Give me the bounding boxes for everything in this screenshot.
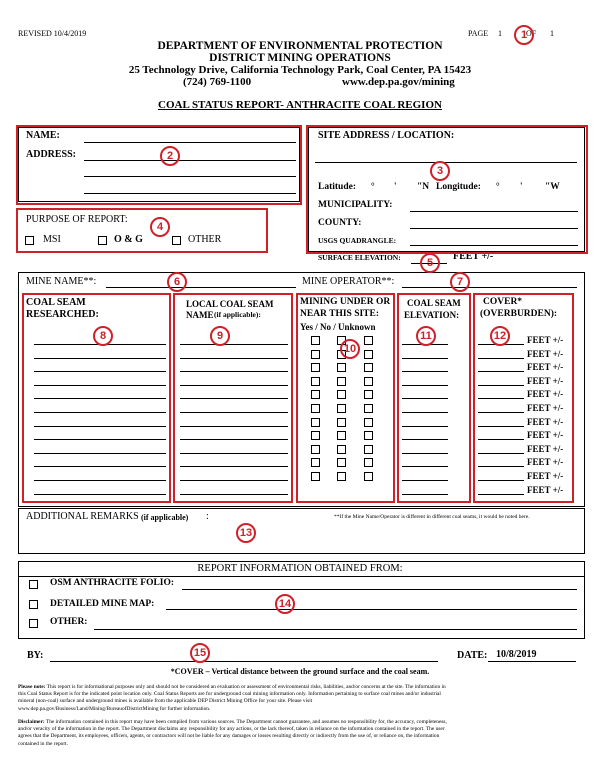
cover-definition: *COVER – Vertical distance between the ground surface and the coal seam. xyxy=(170,667,430,676)
quadrangle-label: USGS QUADRANGLE: xyxy=(318,236,397,245)
annotation-marker-5: 5 xyxy=(420,253,440,273)
please-note-line-1: This report is for informational purposes only and should not be considered an evaluation or assessment of environmental risks, liabilities, and/or concerns at the site. The information in xyxy=(46,684,446,690)
local-seam-header: LOCAL COAL SEAM xyxy=(186,299,274,309)
please-note-line-4: www.dep.pa.gov/Business/Land/Mining/BureauofDistrictMining for further information. xyxy=(18,705,211,712)
annotation-marker-1: 1 xyxy=(514,25,534,45)
cover-feet-unit: FEET +/- xyxy=(527,417,564,427)
annotation-marker-14: 14 xyxy=(275,594,295,614)
disclaimer-line-4: contained in the report. xyxy=(18,740,68,747)
mining-header: MINING UNDER OR xyxy=(300,297,391,307)
please-note-label: Please note: xyxy=(18,684,46,690)
osm-folio-line[interactable] xyxy=(182,589,577,590)
office-website: www.dep.pa.gov/mining xyxy=(342,76,455,88)
cover-feet-unit: FEET +/- xyxy=(527,389,564,399)
annotation-marker-2: 2 xyxy=(160,146,180,166)
coal-seam-header-2: RESEARCHED: xyxy=(26,309,99,320)
report-info-title: REPORT INFORMATION OBTAINED FROM: xyxy=(197,563,403,574)
disclaimer-line-1: The information contained in this report may have been compiled from various sources. The Department cannot guarantee, and assumes no responsibility for, the accuracy, completeness, xyxy=(45,719,447,725)
disclaimer-label: Disclaimer: xyxy=(18,719,45,725)
office-title: DISTRICT MINING OPERATIONS xyxy=(209,52,391,64)
please-note-line-2: this Coal Status Report is for the indicated point location only. Coal Status Reports are for underground coal mining information only. Information pertaining to surface coal mines and/or industrial xyxy=(18,691,441,698)
detailed-map-line[interactable] xyxy=(166,609,577,610)
other-source-checkbox[interactable] xyxy=(29,619,38,628)
site-location-label: SITE ADDRESS / LOCATION: xyxy=(318,130,455,141)
other-source-label: OTHER: xyxy=(50,617,88,627)
annotation-marker-13: 13 xyxy=(236,523,256,543)
annotation-marker-12: 12 xyxy=(490,326,510,346)
annotation-marker-7: 7 xyxy=(450,272,470,292)
cover-feet-unit: FEET +/- xyxy=(527,403,564,413)
cover-feet-unit: FEET +/- xyxy=(527,457,564,467)
longitude-degree-symbol: ° xyxy=(496,181,500,191)
remarks-footnote: **If the Mine Name/Operator is different in different coal seams, it would be noted here. xyxy=(334,514,530,520)
longitude-second-symbol: "W xyxy=(545,182,560,192)
annotation-box-applicant xyxy=(16,125,302,205)
date-label: DATE: xyxy=(457,650,488,661)
disclaimer-block xyxy=(18,719,588,748)
cover-feet-unit: FEET +/- xyxy=(527,444,564,454)
cover-feet-unit: FEET +/- xyxy=(527,430,564,440)
disclaimer-line-2: and/or veracity of the information in the report. The Department disclaims any responsibility for any actions, or the lack thereof, taken in reliance on the information contained in the report. The user xyxy=(18,726,445,733)
annotation-box-cover xyxy=(473,293,574,503)
latitude-label: Latitude: xyxy=(318,182,356,192)
annotation-marker-4: 4 xyxy=(150,217,170,237)
date-line xyxy=(488,661,576,662)
name-label: NAME: xyxy=(26,130,60,141)
surface-elevation-label: SURFACE ELEVATION: xyxy=(318,253,401,262)
page-total: 1 xyxy=(550,29,554,38)
cover-feet-unit: FEET +/- xyxy=(527,335,564,345)
cover-feet-unit: FEET +/- xyxy=(527,362,564,372)
seam-elevation-header: COAL SEAM xyxy=(407,298,461,308)
local-seam-header-2: NAME xyxy=(186,310,214,320)
of-label: OF xyxy=(526,29,537,38)
annotation-marker-9: 9 xyxy=(210,326,230,346)
annotation-box-site xyxy=(306,125,588,254)
annotation-marker-8: 8 xyxy=(93,326,113,346)
coal-seam-header: COAL SEAM xyxy=(26,297,86,308)
other-source-line[interactable] xyxy=(94,629,577,630)
purpose-msi-label: MSI xyxy=(43,234,61,245)
department-title: DEPARTMENT OF ENVIRONMENTAL PROTECTION xyxy=(157,40,443,52)
by-line[interactable] xyxy=(50,661,438,662)
purpose-other-label: OTHER xyxy=(188,234,222,245)
seam-elevation-header-2: ELEVATION: xyxy=(404,310,460,320)
please-note-line-3: mineral (non-coal) surface and underground mines is available from the applicable DEP District Mining Office for your site. Please visit xyxy=(18,698,313,705)
mine-name-label: MINE NAME**: xyxy=(26,276,97,287)
annotation-box-local-name xyxy=(173,293,293,503)
osm-folio-checkbox[interactable] xyxy=(29,580,38,589)
municipality-label: MUNICIPALITY: xyxy=(318,200,393,210)
remarks-label-note: (if applicable) xyxy=(141,513,189,522)
please-note-block xyxy=(18,684,588,713)
mining-header-2: NEAR THIS SITE: xyxy=(300,309,380,319)
mine-name-line[interactable] xyxy=(106,287,296,288)
latitude-minute-symbol: ' xyxy=(394,181,397,191)
latitude-degree-symbol: ° xyxy=(371,181,375,191)
remarks-label: ADDITIONAL REMARKS xyxy=(26,511,139,522)
page-number: 1 xyxy=(498,29,502,38)
remarks-colon: : xyxy=(206,511,209,522)
annotation-marker-10: 10 xyxy=(340,339,360,359)
annotation-marker-6: 6 xyxy=(167,272,187,292)
office-phone: (724) 769-1100 xyxy=(183,76,252,88)
cover-feet-unit: FEET +/- xyxy=(527,349,564,359)
longitude-label: Longitude: xyxy=(436,182,481,192)
cover-feet-unit: FEET +/- xyxy=(527,485,564,495)
detailed-map-label: DETAILED MINE MAP: xyxy=(50,599,155,609)
office-address: 25 Technology Drive, California Technology Park, Coal Center, PA 15423 xyxy=(128,64,472,76)
annotation-marker-15: 15 xyxy=(190,643,210,663)
mining-yes-no-unknown: Yes / No / Unknown xyxy=(300,322,376,332)
annotation-marker-11: 11 xyxy=(416,326,436,346)
detailed-map-checkbox[interactable] xyxy=(29,600,38,609)
report-title: COAL STATUS REPORT- ANTHRACITE COAL REGION xyxy=(158,99,442,111)
purpose-label: PURPOSE OF REPORT: xyxy=(26,214,128,225)
cover-feet-unit: FEET +/- xyxy=(527,471,564,481)
annotation-box-mining xyxy=(296,293,395,503)
disclaimer-line-3: agrees that the Department, its employees, officers, agents, or contractors will not be liable for any damages or losses resulting directly or indirectly from the use of, or reliance on, the information xyxy=(18,733,440,740)
page-label: PAGE xyxy=(468,29,489,38)
by-label: BY: xyxy=(27,650,44,661)
annotation-marker-3: 3 xyxy=(430,161,450,181)
mine-operator-label: MINE OPERATOR**: xyxy=(302,276,395,287)
annotation-box-elevation xyxy=(397,293,471,503)
purpose-og-label: O & G xyxy=(114,234,143,245)
report-info-divider xyxy=(18,576,585,577)
longitude-minute-symbol: ' xyxy=(520,181,523,191)
revised-date: REVISED 10/4/2019 xyxy=(18,29,87,38)
date-value: 10/8/2019 xyxy=(496,649,537,660)
cover-header-2: (OVERBURDEN): xyxy=(480,309,558,319)
annotation-box-seam xyxy=(22,293,171,503)
address-label: ADDRESS: xyxy=(26,149,77,160)
local-seam-header-note: (if applicable): xyxy=(214,310,261,319)
mine-operator-line[interactable] xyxy=(402,287,577,288)
cover-feet-unit: FEET +/- xyxy=(527,376,564,386)
annotation-box-purpose xyxy=(16,208,268,253)
osm-folio-label: OSM ANTHRACITE FOLIO: xyxy=(50,578,175,588)
surface-elevation-unit: FEET +/- xyxy=(453,251,494,262)
county-label: COUNTY: xyxy=(318,218,362,228)
cover-header: COVER* xyxy=(483,297,523,307)
latitude-second-symbol: "N xyxy=(417,182,430,192)
